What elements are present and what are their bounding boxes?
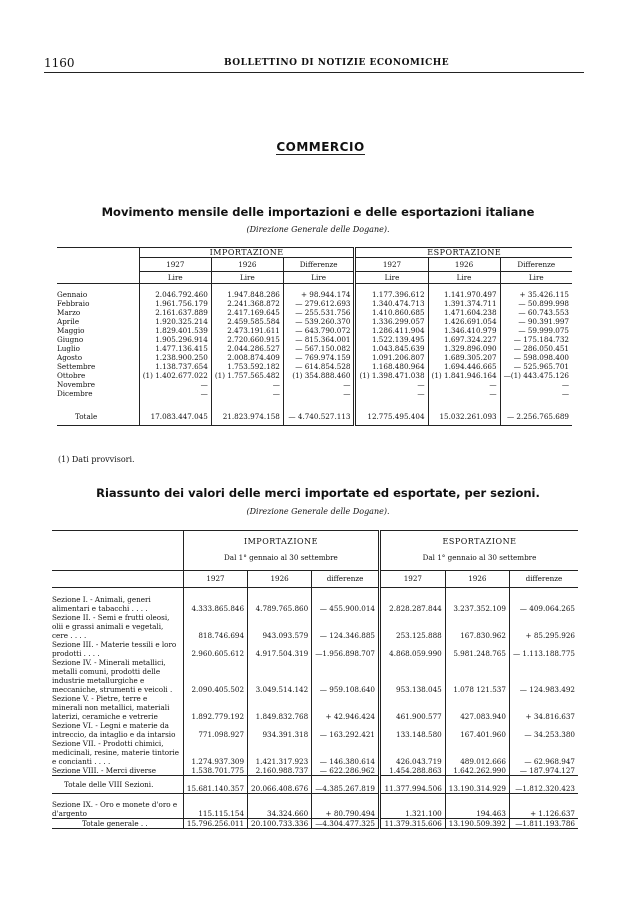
table-row — [52, 595, 578, 613]
section-label: Sezione V. - Pietre, terre e minerali non metallici, materiali laterizi, ceramiche e vetrerie — [52, 694, 170, 721]
value-cell: 1.321.100 — [379, 794, 445, 819]
table-row — [57, 344, 572, 353]
value-cell: 1.336.299.057 — [355, 317, 428, 326]
col-diff-import: differenze — [312, 570, 380, 587]
table-row — [52, 794, 578, 819]
value-cell: —1.812.320.423 — [509, 776, 578, 794]
value-cell: — 50.899.998 — [500, 299, 572, 308]
running-header — [44, 56, 584, 72]
value-cell: — 146.380.614 — [312, 739, 380, 766]
value-cell: — 525.965.701 — [500, 362, 572, 371]
value-cell: 1.477.136.415 — [139, 344, 211, 353]
table-row — [57, 380, 572, 389]
value-cell: — 34.253.380 — [509, 721, 578, 739]
value-cell: 1.340.474.713 — [355, 299, 428, 308]
value-cell: — 567.150.082 — [283, 344, 355, 353]
month-label: Aprile — [57, 316, 80, 326]
col-1927-import: 1927 — [183, 570, 247, 587]
value-cell: 1.391.374.711 — [428, 299, 500, 308]
value-cell: 4.333.865.846 — [183, 595, 247, 613]
value-cell: 2.720.660.915 — [211, 335, 283, 344]
value-cell: 1.538.701.775 — [183, 766, 247, 776]
value-cell: 1.961.756.179 — [139, 299, 211, 308]
value-cell: 15.796.256.011 — [183, 819, 247, 829]
value-cell: 1.274.937.309 — [183, 739, 247, 766]
col-diff-export: Differenze — [500, 258, 572, 272]
value-cell: 1.905.296.914 — [139, 335, 211, 344]
value-cell: 934.391.318 — [248, 721, 312, 739]
table-row — [52, 694, 578, 721]
sections-trade-body — [52, 587, 578, 829]
monthly-trade-body — [57, 284, 572, 426]
value-cell: —4.304.477.325 — [312, 819, 380, 829]
table-row — [57, 317, 572, 326]
value-cell: 1.454.288.863 — [379, 766, 445, 776]
value-cell: + 80.790.494 — [312, 794, 380, 819]
table-row — [57, 299, 572, 308]
value-cell: + 35.426.115 — [500, 290, 572, 299]
value-cell: 1.471.604.238 — [428, 308, 500, 317]
table-row — [57, 362, 572, 371]
value-cell: — — [211, 380, 283, 389]
total-value: 21.823.974.158 — [211, 412, 283, 426]
total-value: 17.083.447.045 — [139, 412, 211, 426]
value-cell: 771.098.927 — [183, 721, 247, 739]
table-row — [57, 353, 572, 362]
value-cell: — — [355, 380, 428, 389]
import-group-header: IMPORTAZIONE — [183, 531, 379, 547]
value-cell: — 643.790.072 — [283, 326, 355, 335]
export-period: Dal 1° gennaio al 30 settembre — [379, 546, 578, 570]
unit-label: Lire — [211, 272, 283, 284]
total-value: 15.032.261.093 — [428, 412, 500, 426]
value-cell: 426.043.719 — [379, 739, 445, 766]
value-cell: 1.849.832.768 — [248, 694, 312, 721]
total-row — [57, 412, 572, 426]
value-cell: 3.049.514.142 — [248, 658, 312, 694]
value-cell: — — [283, 380, 355, 389]
section-title: COMMERCIO — [276, 140, 365, 154]
value-cell: 1.091.206.807 — [355, 353, 428, 362]
value-cell: — 769.974.159 — [283, 353, 355, 362]
value-cell: 1.177.396.612 — [355, 290, 428, 299]
value-cell: 818.746.694 — [183, 613, 247, 640]
value-cell: + 1.126.637 — [509, 794, 578, 819]
table-row — [52, 766, 578, 776]
value-cell: — — [428, 389, 500, 398]
value-cell: 1.043.845.639 — [355, 344, 428, 353]
value-cell: 1.697.324.227 — [428, 335, 500, 344]
value-cell: 2.008.874.409 — [211, 353, 283, 362]
value-cell: 13.190.509.392 — [445, 819, 509, 829]
value-cell: 2.160.988.737 — [248, 766, 312, 776]
value-cell: 943.093.579 — [248, 613, 312, 640]
col-1927-export: 1927 — [379, 570, 445, 587]
value-cell: — — [355, 389, 428, 398]
unit-label: Lire — [500, 272, 572, 284]
value-cell: 1.753.592.182 — [211, 362, 283, 371]
value-cell: 1.421.317.923 — [248, 739, 312, 766]
value-cell: 34.324.660 — [248, 794, 312, 819]
section-label: Sezione VIII. - Merci diverse — [52, 766, 156, 775]
value-cell: 13.190.314.929 — [445, 776, 509, 794]
value-cell: —1.956.898.707 — [312, 640, 380, 658]
month-label: Settembre — [57, 361, 96, 371]
value-cell: 253.125.888 — [379, 613, 445, 640]
value-cell: 427.083.940 — [445, 694, 509, 721]
section-label: Sezione VII. - Prodotti chimici, medicinali, resine, materie tintorie e concianti . . . . — [52, 739, 180, 766]
month-col-header — [57, 248, 139, 284]
table-row — [57, 326, 572, 335]
value-cell: — 255.531.756 — [283, 308, 355, 317]
value-cell: 1.168.480.964 — [355, 362, 428, 371]
value-cell: — 163.292.421 — [312, 721, 380, 739]
col-1926-import: 1926 — [211, 258, 283, 272]
unit-label: Lire — [355, 272, 428, 284]
unit-label: Lire — [139, 272, 211, 284]
value-cell: (1) 1.402.677.022 — [139, 371, 211, 380]
value-cell: 1.694.446.665 — [428, 362, 500, 371]
col-1927-import: 1927 — [139, 258, 211, 272]
value-cell: — 175.184.732 — [500, 335, 572, 344]
value-cell: 2.161.637.889 — [139, 308, 211, 317]
value-cell: 1.238.900.250 — [139, 353, 211, 362]
value-cell: — 598.098.400 — [500, 353, 572, 362]
value-cell: — 455.900.014 — [312, 595, 380, 613]
value-cell: — — [139, 389, 211, 398]
value-cell: 1.947.848.286 — [211, 290, 283, 299]
value-cell: 1.689.305.207 — [428, 353, 500, 362]
value-cell: — — [500, 389, 572, 398]
total-value: 12.775.495.404 — [355, 412, 428, 426]
subtotal-row — [52, 776, 578, 794]
value-cell: 2.828.287.844 — [379, 595, 445, 613]
value-cell: 1.410.860.685 — [355, 308, 428, 317]
value-cell: 2.960.605.612 — [183, 640, 247, 658]
value-cell: — 62.968.947 — [509, 739, 578, 766]
month-label: Ottobre — [57, 370, 86, 380]
value-cell: — — [139, 380, 211, 389]
col-1927-export: 1927 — [355, 258, 428, 272]
table-row — [57, 308, 572, 317]
blank-header — [52, 570, 183, 587]
col-diff-import: Differenze — [283, 258, 355, 272]
value-cell: — — [211, 389, 283, 398]
value-cell: — 539.260.370 — [283, 317, 355, 326]
table2-title: Riassunto dei valori delle merci importate ed esportate, per sezioni. — [96, 486, 540, 500]
section-label: Totale generale . . — [82, 819, 148, 828]
table-row — [57, 371, 572, 380]
value-cell: 953.138.045 — [379, 658, 445, 694]
value-cell: 489.012.666 — [445, 739, 509, 766]
value-cell: 4.917.504.319 — [248, 640, 312, 658]
value-cell: 15.681.140.357 — [183, 776, 247, 794]
section-label: Sezione IV. - Minerali metallici, metalli comuni, prodotti delle industrie metallurgiche e meccaniche, strumenti e veicoli . — [52, 658, 173, 694]
table-row — [52, 739, 578, 766]
value-cell: 194.463 — [445, 794, 509, 819]
col-diff-export: differenze — [509, 570, 578, 587]
value-cell: (1) 1.398.471.038 — [355, 371, 428, 380]
value-cell: — 124.346.885 — [312, 613, 380, 640]
export-group-header: ESPORTAZIONE — [355, 248, 572, 258]
table-row — [57, 389, 572, 398]
section-label: Sezione I. - Animali, generi alimentari e tabacchi . . . . — [52, 595, 151, 613]
page-number: 1160 — [44, 56, 75, 70]
value-cell: 1.920.325.214 — [139, 317, 211, 326]
section-col-header — [52, 531, 183, 571]
export-group-header: ESPORTAZIONE — [379, 531, 578, 547]
value-cell: 167.401.960 — [445, 721, 509, 739]
grand-total-row — [52, 819, 578, 829]
value-cell: — 59.999.075 — [500, 326, 572, 335]
col-1926-import: 1926 — [248, 570, 312, 587]
section-label: Sezione II. - Semi e frutti oleosi, olii e grassi animali e vegetali, cere . . . . — [52, 613, 170, 640]
value-cell: (1) 354.888.460 — [283, 371, 355, 380]
value-cell: 5.981.248.765 — [445, 640, 509, 658]
month-label: Luglio — [57, 343, 80, 353]
header-rule — [44, 72, 584, 73]
sections-trade-table — [52, 530, 578, 829]
value-cell: 1.329.896.090 — [428, 344, 500, 353]
import-period: Dal 1° gennaio al 30 settembre — [183, 546, 379, 570]
section-label: Sezione IX. - Oro e monete d'oro e d'argento — [52, 800, 178, 818]
month-label: Febbraio — [57, 298, 90, 308]
month-label: Gennaio — [57, 289, 88, 299]
month-label: Agosto — [57, 352, 83, 362]
monthly-trade-table — [57, 247, 572, 426]
total-value: — 4.740.527.113 — [283, 412, 355, 426]
value-cell: 3.237.352.109 — [445, 595, 509, 613]
table1-title: Movimento mensile delle importazioni e delle esportazioni italiane — [101, 205, 535, 219]
month-label: Dicembre — [57, 388, 93, 398]
unit-label: Lire — [283, 272, 355, 284]
value-cell: 4.868.059.990 — [379, 640, 445, 658]
col-1926-export: 1926 — [445, 570, 509, 587]
month-label: Giugno — [57, 334, 84, 344]
value-cell: 1.346.410.979 — [428, 326, 500, 335]
section-label: Sezione III. - Materie tessili e loro prodotti . . . . — [52, 640, 177, 658]
table-row — [57, 335, 572, 344]
section-label: Sezione VI. - Legni e materie da intreccio, da intaglio e da intarsio — [52, 721, 176, 739]
value-cell: — 124.983.492 — [509, 658, 578, 694]
table2-source: (Direzione Generale delle Dogane). — [246, 507, 390, 516]
value-cell: —(1) 443.475.126 — [500, 371, 572, 380]
value-cell: — 90.391.997 — [500, 317, 572, 326]
value-cell: 2.241.368.872 — [211, 299, 283, 308]
value-cell: — 409.064.265 — [509, 595, 578, 613]
value-cell: (1) 1.841.946.164 — [428, 371, 500, 380]
import-group-header: IMPORTAZIONE — [139, 248, 355, 258]
footnote: (1) Dati provvisori. — [58, 455, 135, 464]
value-cell: 2.044.286.527 — [211, 344, 283, 353]
value-cell: 1.426.691.054 — [428, 317, 500, 326]
value-cell: 20.100.733.336 — [248, 819, 312, 829]
value-cell: — 959.108.640 — [312, 658, 380, 694]
value-cell: 1.138.737.654 — [139, 362, 211, 371]
value-cell: + 34.816.637 — [509, 694, 578, 721]
value-cell: — 286.050.451 — [500, 344, 572, 353]
value-cell: — 614.854.528 — [283, 362, 355, 371]
value-cell: 461.900.577 — [379, 694, 445, 721]
value-cell: 115.115.154 — [183, 794, 247, 819]
table1-source: (Direzione Generale delle Dogane). — [246, 225, 390, 234]
value-cell: — — [283, 389, 355, 398]
unit-label: Lire — [428, 272, 500, 284]
month-label: Marzo — [57, 307, 81, 317]
value-cell: 1.286.411.904 — [355, 326, 428, 335]
value-cell: — 60.743.553 — [500, 308, 572, 317]
value-cell: — 815.364.001 — [283, 335, 355, 344]
value-cell: —1.811.193.786 — [509, 819, 578, 829]
value-cell: 1.522.139.495 — [355, 335, 428, 344]
value-cell: 133.148.580 — [379, 721, 445, 739]
table-row — [52, 640, 578, 658]
value-cell: 1.078 121.537 — [445, 658, 509, 694]
value-cell: 1.892.779.192 — [183, 694, 247, 721]
value-cell: 167.830.962 — [445, 613, 509, 640]
value-cell: 2.473.191.611 — [211, 326, 283, 335]
value-cell: — 187.974.127 — [509, 766, 578, 776]
value-cell: 11.377.994.506 — [379, 776, 445, 794]
total-label: Totale — [75, 411, 98, 421]
value-cell: —4.385.267.819 — [312, 776, 380, 794]
total-value: — 2.256.765.689 — [500, 412, 572, 426]
value-cell: 1.829.401.539 — [139, 326, 211, 335]
journal-title: BOLLETTINO DI NOTIZIE ECONOMICHE — [224, 58, 450, 68]
value-cell: 2.417.169.645 — [211, 308, 283, 317]
value-cell: 2.046.792.460 — [139, 290, 211, 299]
value-cell: 1.642.262.990 — [445, 766, 509, 776]
value-cell: 4.789.765.860 — [248, 595, 312, 613]
value-cell: — 1.113.188.775 — [509, 640, 578, 658]
value-cell: 2.459.585.584 — [211, 317, 283, 326]
table-row — [52, 658, 578, 694]
value-cell: — 622.286.962 — [312, 766, 380, 776]
month-label: Maggio — [57, 325, 85, 335]
value-cell: + 85.295.926 — [509, 613, 578, 640]
value-cell: 20.066.408.676 — [248, 776, 312, 794]
section-label: Totale delle VIII Sezioni. — [64, 780, 154, 789]
value-cell: — — [428, 380, 500, 389]
table-row — [52, 613, 578, 640]
value-cell: 1.141.970.497 — [428, 290, 500, 299]
col-1926-export: 1926 — [428, 258, 500, 272]
table-row — [57, 290, 572, 299]
value-cell: + 42.946.424 — [312, 694, 380, 721]
value-cell: — — [500, 380, 572, 389]
month-label: Novembre — [57, 379, 96, 389]
value-cell: + 98.944.174 — [283, 290, 355, 299]
value-cell: 2.090.405.502 — [183, 658, 247, 694]
table-row — [52, 721, 578, 739]
value-cell: 11.379.315.606 — [379, 819, 445, 829]
value-cell: — 279.612.693 — [283, 299, 355, 308]
value-cell: (1) 1.757.565.482 — [211, 371, 283, 380]
